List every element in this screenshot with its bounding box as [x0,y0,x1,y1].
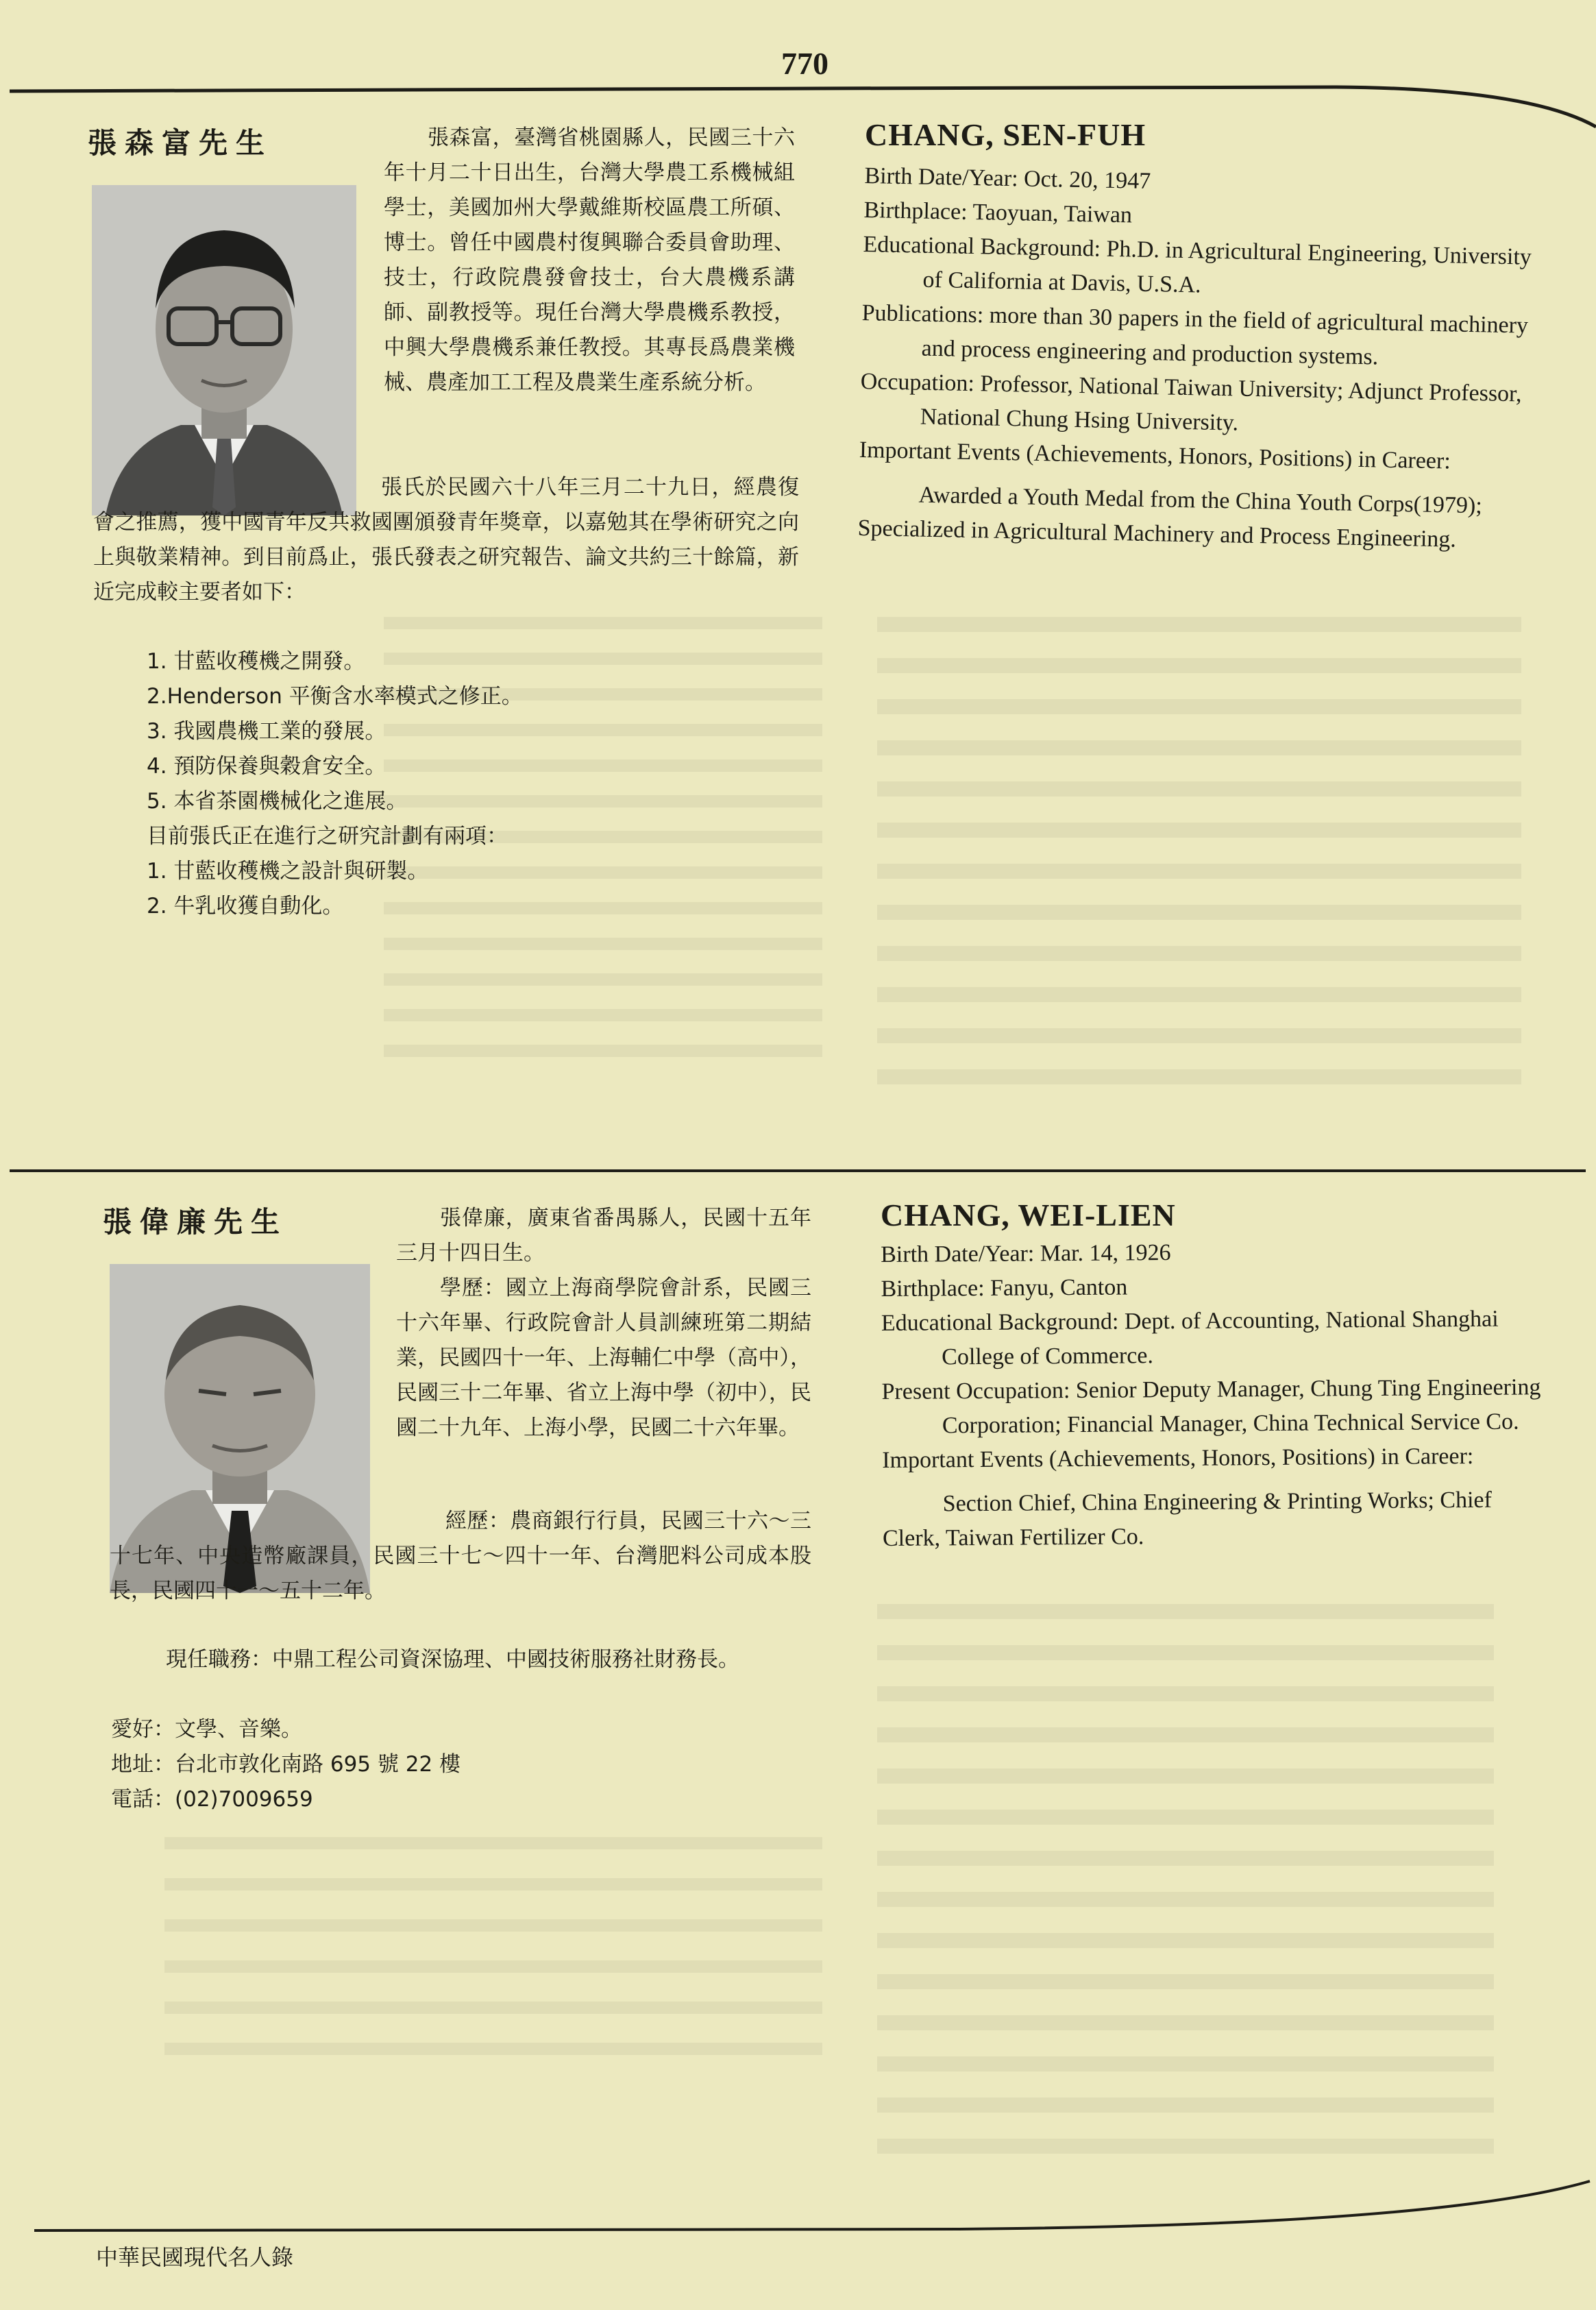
zh-phone: 電話：(02)7009659 [111,1787,313,1812]
list-item: 3. 我國農機工業的發展。 [147,719,386,744]
en-birthplace: Birthplace: Taoyuan, Taiwan [863,197,1133,228]
en-occupation: Present Occupation: Senior Deputy Manager, Chung Ting Engineering Corporation; Financial Manager, China Technical Service Co. [881,1374,1541,1439]
en-name: CHANG, WEI-LIEN [881,1197,1176,1232]
zh-research-list [147,854,428,924]
footer-rule [0,2173,1596,2241]
en-publications: Publications: more than 30 papers in the field of agricultural machinery and process engineering and production systems. [861,300,1529,370]
list-item: 1. 甘藍收穫機之開發。 [147,649,365,674]
zh-name: 張森富先生 [88,126,273,160]
en-occupation: Occupation: Professor, National Taiwan University; Adjunct Professor, National Chung Hsing University. [860,368,1522,436]
en-birth-date: Birth Date/Year: Oct. 20, 1947 [864,162,1151,195]
list-item: 5. 本省茶園機械化之進展。 [147,789,408,814]
en-events-heading: Important Events (Achievements, Honors, Positions) in Career: [859,437,1451,474]
list-item: 2. 牛乳收獲自動化。 [147,894,344,919]
en-name: CHANG, SEN-FUH [865,117,1146,152]
page-number: 770 [781,46,828,81]
zh-contact-info [111,1712,461,1817]
zh-biography-experience [110,1504,811,1609]
en-education: Educational Background: Dept. of Accounting, National Shanghai College of Commerce. [881,1306,1499,1370]
zh-publications-list [147,644,523,819]
list-item: 4. 預防保養與穀倉安全。 [147,754,386,779]
list-item: 2.Henderson 平衡含水率模式之修正。 [147,684,523,709]
zh-biography-intro [396,1201,811,1446]
en-events: Awarded a Youth Medal from the China Youth Corps(1979); Specialized in Agricultural Machinery and Process Engineering. [857,482,1483,552]
entry-chang-wei-lien [0,1172,1596,2132]
zh-biography-intro [384,121,795,400]
list-item: 1. 甘藍收穫機之設計與研製。 [147,859,429,884]
zh-address: 地址：台北市敦化南路 695 號 22 樓 [111,1752,461,1777]
en-birthplace: Birthplace: Fanyu, Canton [881,1274,1128,1302]
zh-hobby: 愛好：文學、音樂。 [111,1717,302,1742]
en-events-heading: Important Events (Achievements, Honors, Positions) in Career: [882,1443,1474,1473]
zh-bio-current-position: 現任職務：中鼎工程公司資深協理、中國技術服務社財務長。 [166,1647,739,1672]
en-events: Section Chief, China Engineering & Printing Works; Chief Clerk, Taiwan Fertilizer Co. [882,1487,1493,1551]
zh-bio-experience: 經歷：農商銀行行員，民國三十六～三十七年、中央造幣廠課員，民國三十七～四十一年、台灣肥料公司成本股長，民國四十一～五十二年。 [110,1509,811,1603]
portrait-photo [92,185,356,515]
zh-bio-education: 學歷：國立上海商學院會計系，民國三十六年畢、行政院會計人員訓練班第二期結業，民國四十一年、上海輔仁中學（高中），民國三十二年畢、省立上海中學（初中），民國二十九年、上海小學，民國二十六年畢。 [396,1276,811,1440]
en-biography [881,1233,1554,1556]
zh-biography-awards [93,470,799,610]
en-biography [857,159,1543,559]
zh-name: 張偉廉先生 [103,1205,288,1239]
research-intro-text: 目前張氏正在進行之研究計劃有兩項： [147,824,508,849]
portrait-figure [92,185,356,515]
en-education: Educational Background: Ph.D. in Agricultural Engineering, University of California at Davis, U.S.A. [863,231,1532,298]
zh-bio-paragraph-2: 張氏於民國六十八年三月二十九日，經農復會之推薦，獲中國青年反共救國團頒發青年獎章，以嘉勉其在學術研究之向上與敬業精神。到目前爲止，張氏發表之研究報告、論文共約三十餘篇，新近完成較主要者如下： [93,475,799,605]
zh-biography-current [110,1642,811,1677]
zh-research-intro [147,819,508,854]
zh-bio-paragraph-1: 張偉廉，廣東省番禺縣人，民國十五年三月十四日生。 [396,1206,811,1265]
zh-bio-paragraph-1: 張森富，臺灣省桃園縣人，民國三十六年十月二十日出生，台灣大學農工系機械組學士，美國加州大學戴維斯校區農工所碩、博士。曾任中國農村復興聯合委員會助理、技士，行政院農發會技士，台大農機系講師、副教授等。現任台灣大學農機系教授，中興大學農機系兼任教授。其專長爲農業機械、農產加工工程及農業生產系統分析。 [384,125,795,395]
footer-title: 中華民國現代名人錄 [96,2244,294,2270]
en-birth-date: Birth Date/Year: Mar. 14, 1926 [881,1240,1171,1267]
